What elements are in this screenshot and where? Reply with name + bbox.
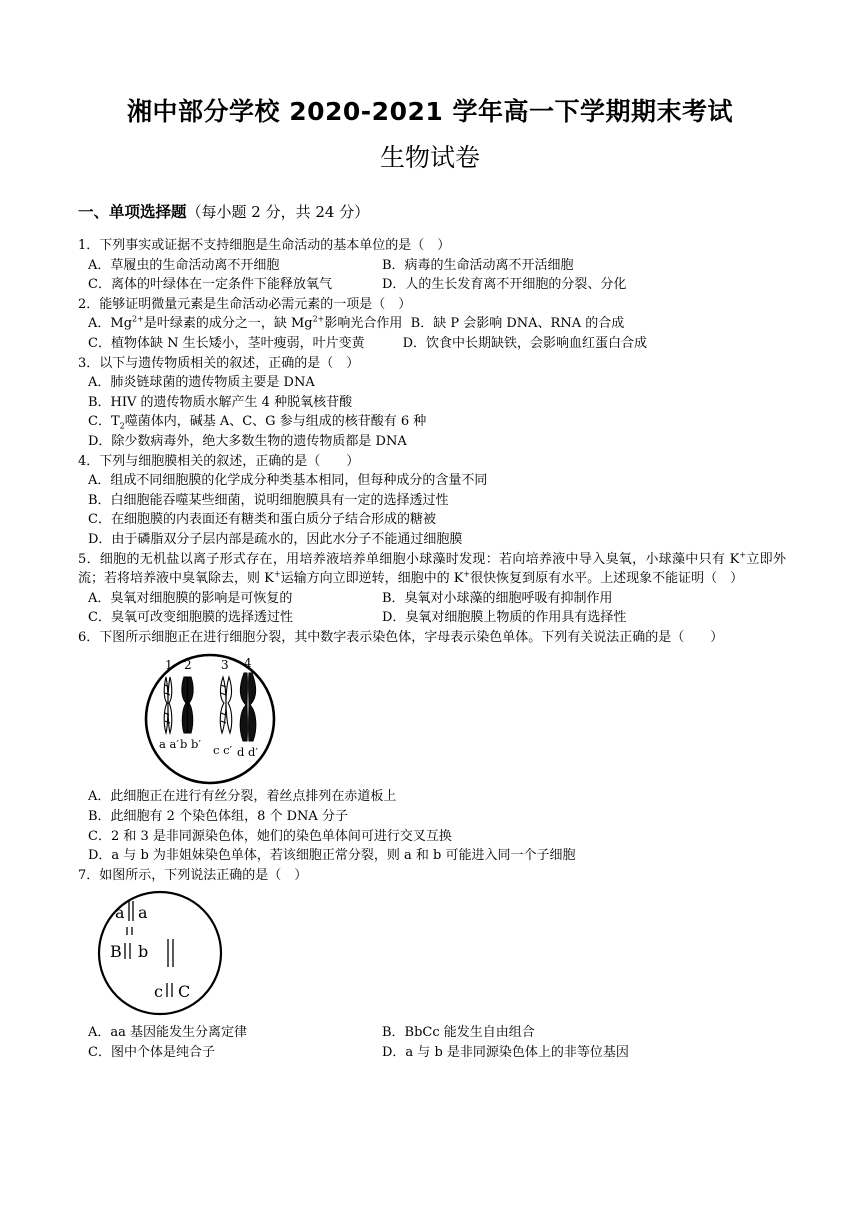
question-2-option-b: B．缺 P 会影响 DNA、RNA 的合成 bbox=[410, 316, 625, 332]
gene-label-B: B bbox=[110, 942, 122, 962]
chromosome-3 bbox=[220, 677, 231, 733]
question-5-option-c: C．臭氧可改变细胞膜的选择透过性 bbox=[88, 610, 293, 626]
gene-label-C: C bbox=[178, 982, 191, 1002]
question-6-option-c: C．2 和 3 是非同源染色体，她们的染色单体间可进行交叉互换 bbox=[88, 828, 452, 844]
chromosome-pair-lines bbox=[125, 901, 173, 997]
label-chromatids-c: c c′ bbox=[213, 743, 233, 758]
question-5-options-row-2 bbox=[78, 608, 786, 628]
question-7-option-a: A．aa 基因能发生分离定律 bbox=[88, 1025, 248, 1041]
question-6-option-b: B．此细胞有 2 个染色体组，8 个 DNA 分子 bbox=[88, 809, 348, 825]
question-3-option-b: B．HIV 的遗传物质水解产生 4 种脱氧核苷酸 bbox=[88, 394, 353, 410]
label-number-1: 1 bbox=[165, 658, 173, 673]
question-2-options-row-2 bbox=[78, 334, 786, 354]
question-1-option-b: B．病毒的生命活动离不开活细胞 bbox=[382, 257, 574, 273]
exam-subtitle: 生物试卷 bbox=[379, 143, 480, 172]
question-2-option-a: A．$Mg^{2+}$是叶绿素的成分之一，缺 $Mg^{2+}$影响光合作用 bbox=[88, 315, 403, 332]
question-5-option-d: D．臭氧对细胞膜上物质的作用具有选择性 bbox=[382, 610, 627, 626]
label-number-3: 3 bbox=[221, 658, 229, 673]
question-7-figure bbox=[78, 885, 786, 1023]
gene-chromosome-diagram bbox=[94, 887, 226, 1019]
label-chromatids-d: d d′ bbox=[237, 745, 258, 760]
question-4-option-d: D．由于磷脂双分子层内部是疏水的，因此水分子不能通过细胞膜 bbox=[88, 531, 463, 547]
question-1-option-c: C．离体的叶绿体在一定条件下能释放氧气 bbox=[88, 277, 332, 293]
question-7-options-row-1 bbox=[78, 1023, 786, 1043]
question-list bbox=[78, 236, 786, 1063]
question-2-options-row-1 bbox=[78, 314, 786, 334]
chromosome-4 bbox=[240, 673, 256, 741]
gene-label-c: c bbox=[154, 982, 163, 1002]
question-2-option-d: D．饮食中长期缺铁，会影响血红蛋白合成 bbox=[402, 335, 648, 351]
label-number-4: 4 bbox=[244, 656, 252, 671]
question-3-stem: 3．以下与遗传物质相关的叙述，正确的是（ ） bbox=[78, 355, 360, 371]
question-3-option-a: A．肺炎链球菌的遗传物质主要是 DNA bbox=[88, 375, 315, 391]
question-6-option-d: D．a 与 b 为非姐妹染色单体，若该细胞正常分裂，则 a 和 b 可能进入同一个子细胞 bbox=[88, 848, 576, 864]
chromosome-1 bbox=[164, 677, 172, 733]
question-6-option-a: A．此细胞正在进行有丝分裂，着丝点排列在赤道板上 bbox=[88, 789, 397, 805]
exam-title: 湘中部分学校 2020-2021 学年高一下学期期末考试 bbox=[127, 97, 733, 126]
question-7-option-c: C．图中个体是纯合子 bbox=[88, 1045, 215, 1061]
label-number-2: 2 bbox=[184, 658, 192, 673]
question-5-options-row-1 bbox=[78, 589, 786, 609]
gene-label-b: b bbox=[138, 942, 149, 962]
question-7-stem: 7．如图所示，下列说法正确的是（ ） bbox=[78, 867, 308, 883]
question-7-options-row-2 bbox=[78, 1043, 786, 1063]
question-3-option-d: D．除少数病毒外，绝大多数生物的遗传物质都是 DNA bbox=[88, 433, 407, 449]
question-4-option-b: B．白细胞能吞噬某些细菌，说明细胞膜具有一定的选择透过性 bbox=[88, 492, 449, 508]
question-1-option-a: A．草履虫的生命活动离不开细胞 bbox=[88, 257, 280, 273]
question-6-stem: 6．下图所示细胞正在进行细胞分裂，其中数字表示染色体，字母表示染色单体。下列有关说法正确的是（ ） bbox=[78, 629, 724, 645]
section-heading bbox=[78, 200, 369, 222]
question-7-option-d: D．a 与 b 是非同源染色体上的非等位基因 bbox=[382, 1045, 629, 1061]
question-5-stem: 5．细胞的无机盐以离子形式存在，用培养液培养单细胞小球藻时发现：若向培养液中导入臭氧，小球藻中只有 K+立即外流；若将培养液中臭氧除去，则 K+运输方向立即逆转，细胞中的 K+很快恢复到原有水平。上述现象不能证明（ ） bbox=[78, 550, 786, 587]
question-4-option-c: C．在细胞膜的内表面还有糖类和蛋白质分子结合形成的糖被 bbox=[88, 512, 436, 528]
question-1-stem: 1．下列事实或证据不支持细胞是生命活动的基本单位的是（ ） bbox=[78, 238, 451, 253]
section-heading-label: 一、单项选择题 bbox=[78, 203, 187, 221]
question-7-option-b: B．BbCc 能发生自由组合 bbox=[382, 1025, 535, 1041]
question-5-option-a: A．臭氧对细胞膜的影响是可恢复的 bbox=[88, 590, 293, 606]
question-4-stem: 4．下列与细胞膜相关的叙述，正确的是（ ） bbox=[78, 453, 360, 469]
section-score-note: （每小题 2 分，共 24 分） bbox=[186, 203, 370, 221]
cell-division-diagram bbox=[140, 649, 280, 787]
question-3-option-c: C．$T_2$噬菌体内，碱基 A、C、G 参与组成的核苷酸有 6 种 bbox=[88, 414, 427, 431]
chromosome-2 bbox=[182, 677, 193, 733]
question-6-figure bbox=[78, 647, 786, 787]
gene-label-a-left: a bbox=[115, 903, 125, 923]
question-1-options-row-1 bbox=[78, 256, 786, 276]
question-2-option-c: C．植物体缺 N 生长矮小，茎叶瘦弱，叶片变黄 bbox=[88, 335, 365, 351]
label-chromatids-a: a a′ bbox=[159, 737, 179, 752]
gene-label-a-right: a bbox=[138, 903, 148, 923]
label-chromatids-b: b b′ bbox=[180, 737, 201, 752]
question-2-stem: 2．能够证明微量元素是生命活动必需元素的一项是（ ） bbox=[78, 296, 412, 312]
question-4-option-a: A．组成不同细胞膜的化学成分种类基本相同，但每种成分的含量不同 bbox=[88, 473, 488, 489]
question-1-option-d: D．人的生长发育离不开细胞的分裂、分化 bbox=[382, 277, 627, 293]
question-5-option-b: B．臭氧对小球藻的细胞呼吸有抑制作用 bbox=[382, 590, 613, 606]
question-1-options-row-2 bbox=[78, 275, 786, 295]
